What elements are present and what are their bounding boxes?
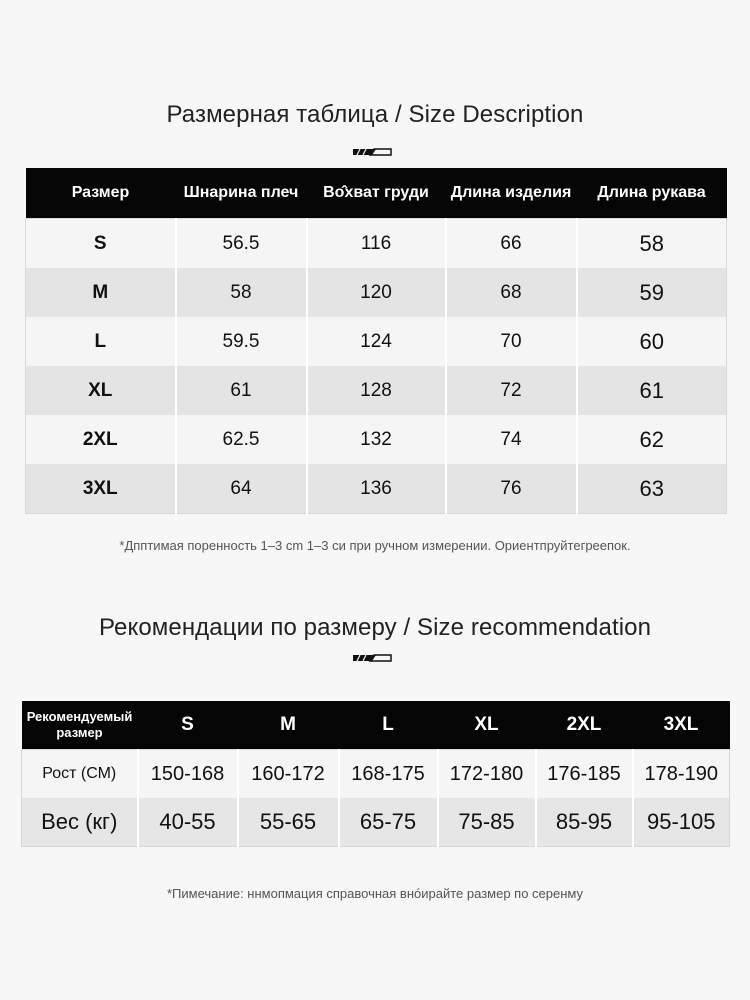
- length-cell: 76: [446, 464, 577, 514]
- measurement-tolerance-note: *Дпптимая поренность 1–3 cm 1–3 си при ручном измерении. Ориентпруйтегреепок.: [119, 538, 631, 553]
- weight-row: [22, 798, 730, 847]
- size-recommendation-table: [21, 701, 730, 847]
- size-header: 2XL: [536, 701, 633, 750]
- chest-cell: 120: [307, 268, 446, 317]
- size-table: [25, 168, 727, 514]
- height-label: Рост (СМ): [22, 750, 138, 799]
- section-divider-icon: [352, 654, 392, 662]
- size-recommendation-title: Рекомендации по размеру / Size recommendation: [98, 614, 652, 641]
- size-header: S: [138, 701, 238, 750]
- height-row: [22, 750, 730, 799]
- height-cell: 150-168: [138, 750, 238, 799]
- table-row: [26, 219, 727, 269]
- size-description-title: Размерная таблица / Size Description: [166, 101, 584, 128]
- length-cell: 68: [446, 268, 577, 317]
- section-divider-icon: [352, 148, 392, 156]
- weight-cell: 75-85: [438, 798, 536, 847]
- weight-label: Вес (кг): [22, 798, 138, 847]
- length-cell: 70: [446, 317, 577, 366]
- sleeve-cell: 60: [577, 317, 727, 366]
- length-cell: 74: [446, 415, 577, 464]
- header-sleeve-length: Длина рукава: [577, 168, 727, 219]
- weight-cell: 55-65: [238, 798, 339, 847]
- size-header: 3XL: [633, 701, 730, 750]
- size-cell: XL: [26, 366, 176, 415]
- header-size: Размер: [26, 168, 176, 219]
- shoulder-cell: 62.5: [176, 415, 307, 464]
- shoulder-cell: 59.5: [176, 317, 307, 366]
- reference-note: *Пимечание: ннмопмация справочная вно́ирайте размер по серенму: [167, 886, 583, 901]
- header-length: Длина изделия: [446, 168, 577, 219]
- sleeve-cell: 59: [577, 268, 727, 317]
- chest-cell: 116: [307, 219, 446, 269]
- size-header: L: [339, 701, 438, 750]
- weight-cell: 95-105: [633, 798, 730, 847]
- shoulder-cell: 56.5: [176, 219, 307, 269]
- height-cell: 178-190: [633, 750, 730, 799]
- chest-cell: 136: [307, 464, 446, 514]
- shoulder-cell: 61: [176, 366, 307, 415]
- size-table-header-row: [26, 168, 727, 219]
- height-cell: 176-185: [536, 750, 633, 799]
- weight-cell: 40-55: [138, 798, 238, 847]
- sleeve-cell: 63: [577, 464, 727, 514]
- sleeve-cell: 62: [577, 415, 727, 464]
- size-cell: 2XL: [26, 415, 176, 464]
- header-chest: Во̂хват груди: [307, 168, 446, 219]
- size-cell: 3XL: [26, 464, 176, 514]
- length-cell: 72: [446, 366, 577, 415]
- table-row: [26, 415, 727, 464]
- chest-cell: 128: [307, 366, 446, 415]
- shoulder-cell: 64: [176, 464, 307, 514]
- weight-cell: 85-95: [536, 798, 633, 847]
- table-row: [26, 268, 727, 317]
- height-cell: 168-175: [339, 750, 438, 799]
- size-cell: S: [26, 219, 176, 269]
- height-cell: 160-172: [238, 750, 339, 799]
- table-row: [26, 464, 727, 514]
- height-cell: 172-180: [438, 750, 536, 799]
- size-header: XL: [438, 701, 536, 750]
- shoulder-cell: 58: [176, 268, 307, 317]
- sleeve-cell: 58: [577, 219, 727, 269]
- chest-cell: 132: [307, 415, 446, 464]
- header-shoulder-width: Шнарина плеч: [176, 168, 307, 219]
- size-cell: M: [26, 268, 176, 317]
- rec-table-header-row: [22, 701, 730, 750]
- length-cell: 66: [446, 219, 577, 269]
- recommended-size-header: Рекомендуемый размер: [22, 701, 138, 750]
- size-cell: L: [26, 317, 176, 366]
- weight-cell: 65-75: [339, 798, 438, 847]
- table-row: [26, 317, 727, 366]
- table-row: [26, 366, 727, 415]
- size-header: M: [238, 701, 339, 750]
- chest-cell: 124: [307, 317, 446, 366]
- sleeve-cell: 61: [577, 366, 727, 415]
